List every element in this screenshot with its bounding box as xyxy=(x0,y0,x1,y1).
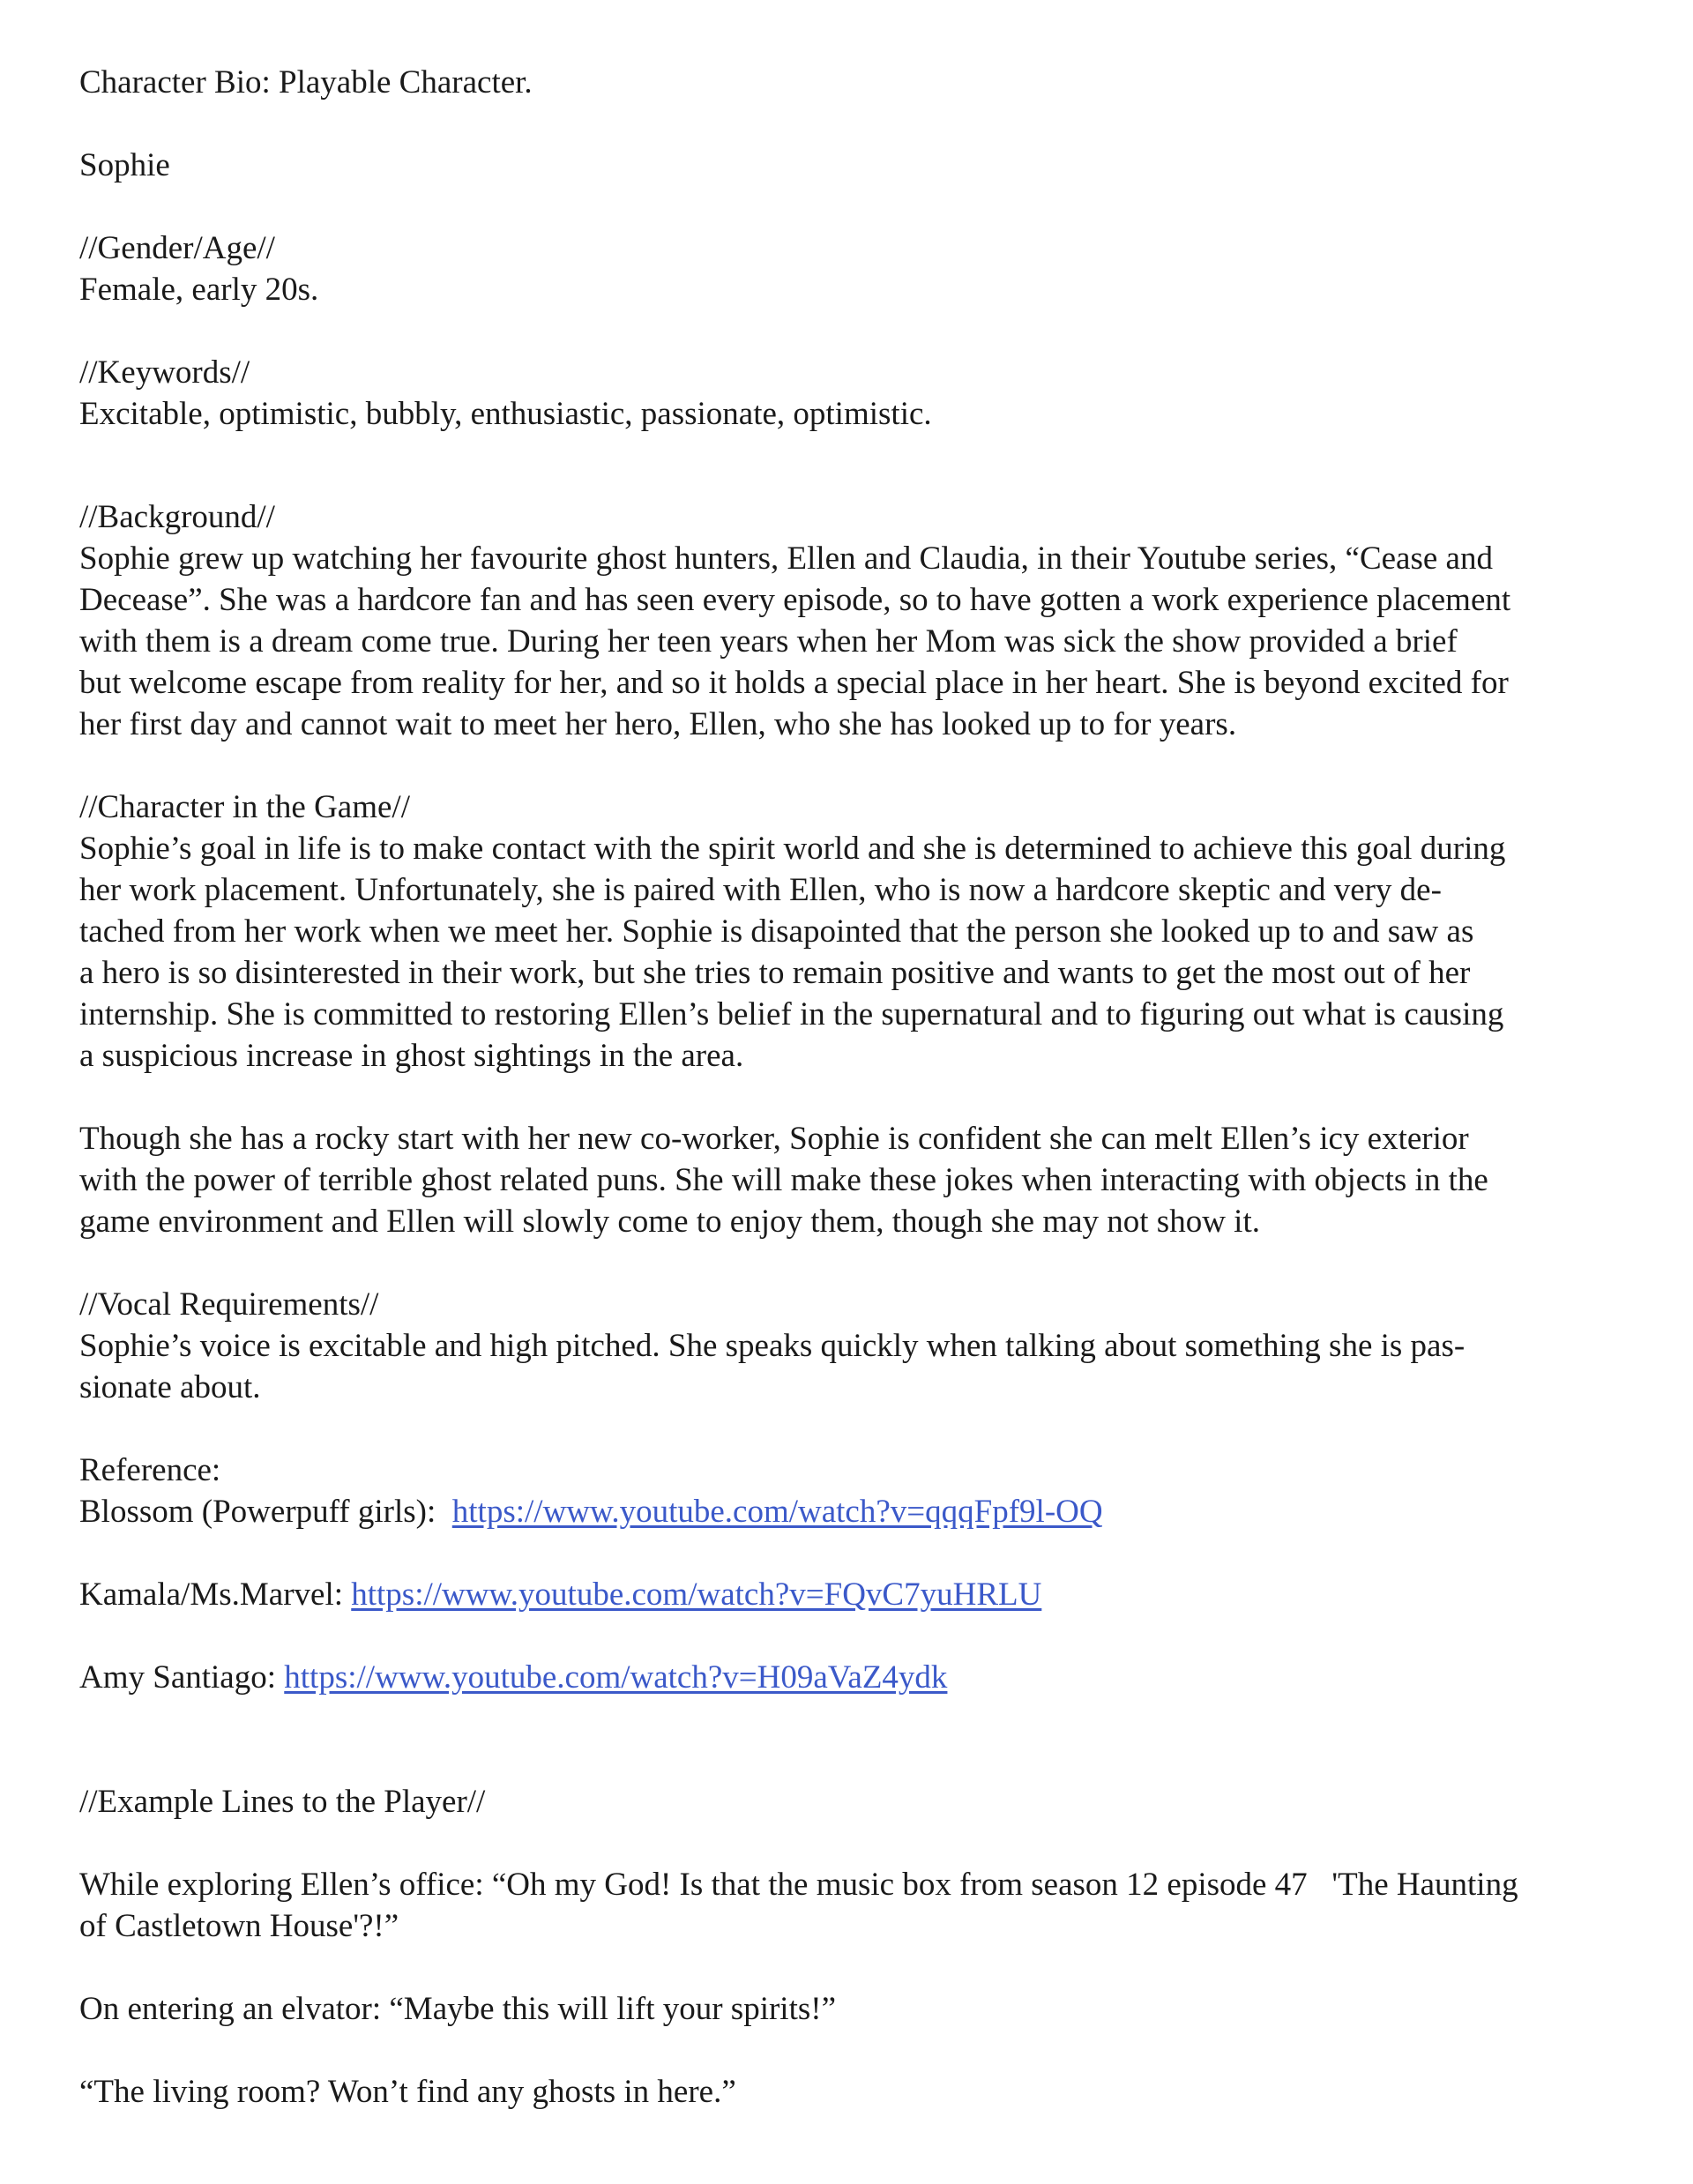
example-line-3: “The living room? Won’t find any ghosts in here.” xyxy=(79,2074,736,2110)
example-line-1 xyxy=(79,1864,1622,1947)
character-name: Sophie xyxy=(79,147,170,183)
background-line: Sophie grew up watching her favourite ghost hunters, Ellen and Claudia, in their Youtube series, “Cease and xyxy=(79,540,1493,577)
reference-link[interactable]: https://www.youtube.com/watch?v=FQvC7yuHRLU xyxy=(351,1577,1042,1613)
background-heading: //Background// xyxy=(79,499,275,535)
character-in-game-heading: //Character in the Game// xyxy=(79,789,410,825)
character-line: game environment and Ellen will slowly come to enjoy them, though she may not show it. xyxy=(79,1204,1260,1240)
vocal-line: Sophie’s voice is excitable and high pitched. She speaks quickly when talking about something she is pas- xyxy=(79,1328,1466,1364)
reference-label: Kamala/Ms.Marvel: xyxy=(79,1577,352,1613)
example-line-text: of Castletown House'?!” xyxy=(79,1908,399,1944)
reference-heading: Reference: xyxy=(79,1452,221,1488)
character-in-game-paragraph-2 xyxy=(79,1118,1622,1242)
reference-item xyxy=(79,1491,1622,1532)
background-line: but welcome escape from reality for her, and so it holds a special place in her heart. She is beyond excited for xyxy=(79,665,1509,701)
gender-age-text: Female, early 20s. xyxy=(79,272,319,308)
keywords-heading: //Keywords// xyxy=(79,354,250,391)
reference-label: Amy Santiago: xyxy=(79,1659,285,1696)
example-line-text: While exploring Ellen’s office: “Oh my God! Is that the music box from season 12 episode 47 'The Haunting xyxy=(79,1867,1518,1903)
background-line: her first day and cannot wait to meet her hero, Ellen, who she has looked up to for years. xyxy=(79,706,1237,742)
example-lines-heading: //Example Lines to the Player// xyxy=(79,1784,486,1820)
character-line: internship. She is committed to restoring Ellen’s belief in the supernatural and to figuring out what is causing xyxy=(79,996,1504,1032)
keywords-text: Excitable, optimistic, bubbly, enthusiastic, passionate, optimistic. xyxy=(79,396,932,432)
example-line-2: On entering an elvator: “Maybe this will lift your spirits!” xyxy=(79,1991,836,2027)
character-in-game-paragraph-1 xyxy=(79,828,1622,1077)
character-line: a hero is so disinterested in their work, but she tries to remain positive and wants to get the most out of her xyxy=(79,955,1471,991)
document-page xyxy=(79,62,1622,2113)
character-line: with the power of terrible ghost related puns. She will make these jokes when interacting with objects in the xyxy=(79,1162,1488,1198)
reference-link[interactable]: https://www.youtube.com/watch?v=H09aVaZ4ydk xyxy=(284,1659,948,1696)
vocal-paragraph xyxy=(79,1325,1622,1408)
vocal-heading: //Vocal Requirements// xyxy=(79,1286,379,1323)
background-line: Decease”. She was a hardcore fan and has seen every episode, so to have gotten a work experience placement xyxy=(79,582,1511,618)
reference-item xyxy=(79,1574,1622,1615)
character-line: her work placement. Unfortunately, she is paired with Ellen, who is now a hardcore skeptic and very de- xyxy=(79,872,1442,908)
background-line: with them is a dream come true. During her teen years when her Mom was sick the show provided a brief xyxy=(79,623,1458,660)
gender-age-heading: //Gender/Age// xyxy=(79,230,275,266)
vocal-line: sionate about. xyxy=(79,1369,261,1405)
reference-link[interactable]: https://www.youtube.com/watch?v=qqqFpf9l-OQ xyxy=(451,1494,1103,1530)
reference-label: Blossom (Powerpuff girls): xyxy=(79,1494,452,1530)
character-line: Though she has a rocky start with her new co-worker, Sophie is confident she can melt Ellen’s icy exterior xyxy=(79,1121,1469,1157)
character-line: Sophie’s goal in life is to make contact with the spirit world and she is determined to achieve this goal during xyxy=(79,831,1506,867)
reference-item xyxy=(79,1657,1622,1698)
character-line: a suspicious increase in ghost sightings in the area. xyxy=(79,1038,744,1074)
document-title: Character Bio: Playable Character. xyxy=(79,64,533,101)
character-line: tached from her work when we meet her. Sophie is disapointed that the person she looked up to and saw as xyxy=(79,913,1474,950)
background-paragraph xyxy=(79,538,1622,745)
